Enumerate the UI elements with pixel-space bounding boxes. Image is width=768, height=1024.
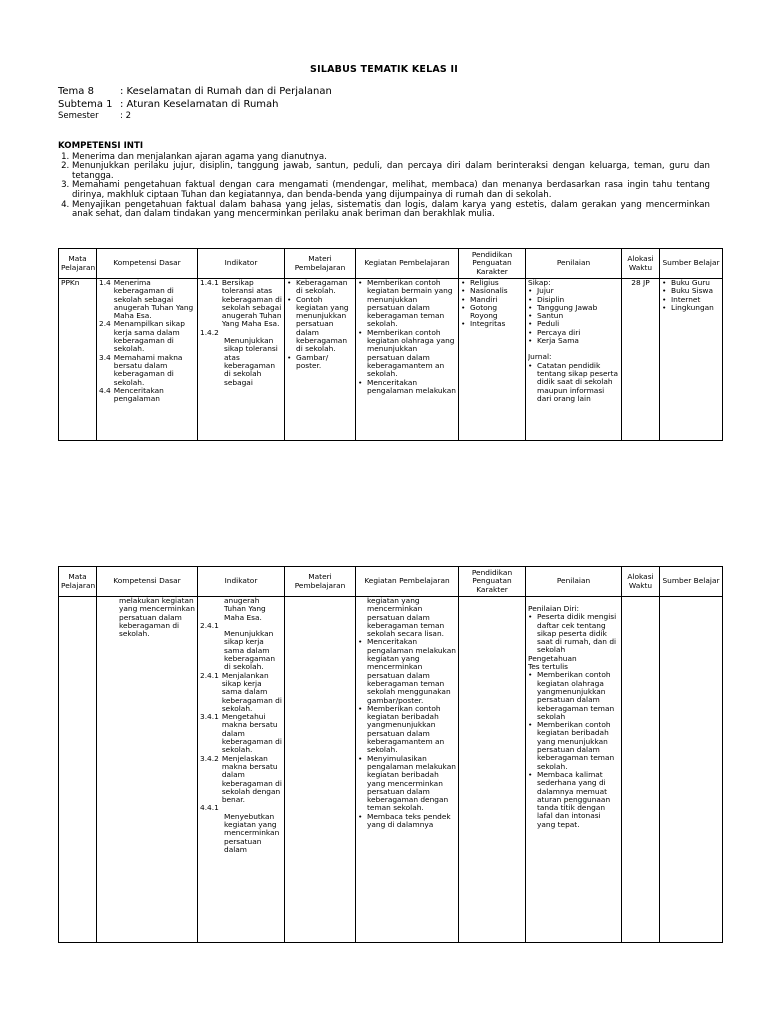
indikator-item-text: Menjalankan sikap kerja sama dalam keberagaman di sekolah. bbox=[221, 670, 282, 713]
bullet-icon: • bbox=[461, 294, 466, 304]
materi-item-text: Keberagaman di sekolah. bbox=[296, 279, 348, 296]
indikator-item-text: Menjelaskan makna bersatu dalam keberagaman di sekolah dengan benar. bbox=[221, 753, 282, 805]
indikator-item bbox=[200, 630, 282, 671]
kegiatan-continued: kegiatan yang mencerminkan persatuan dalam keberagaman teman sekolah secara lisan. bbox=[367, 597, 445, 639]
cell-kd: melakukan kegiatan yang mencerminkan persatuan dalam keberagaman di sekolah. bbox=[97, 597, 198, 943]
col-mata-pelajaran: Mata Pelajaran bbox=[59, 567, 97, 597]
bullet-icon: • bbox=[358, 703, 363, 713]
cell-kegiatan bbox=[356, 597, 459, 943]
kegiatan-item bbox=[358, 755, 456, 813]
penilaian-diri-heading: Penilaian Diri: bbox=[528, 604, 580, 613]
bullet-icon: • bbox=[528, 360, 533, 370]
ppk-item-text: Nasionalis bbox=[470, 286, 508, 296]
meta-tema-label: Tema 8 bbox=[58, 86, 94, 97]
indikator-item bbox=[200, 755, 282, 805]
indikator-item bbox=[200, 337, 282, 387]
ppk-item bbox=[461, 320, 523, 328]
kegiatan-item-text: Memberikan contoh kegiatan bermain yang menunjukkan persatuan dalam keberagaman teman sekolah. bbox=[367, 279, 453, 329]
indikator-item-text: Mengetahui makna bersatu dalam keberagaman di sekolah. bbox=[221, 712, 282, 755]
kd-item bbox=[99, 387, 195, 404]
indikator-item-number: 3.4.2 bbox=[200, 753, 219, 763]
ki-item: 3. Memahami pengetahuan faktual dengan cara mengamati (mendengar, melihat, membaca) dan menanya berdasarkan rasa ingin tahu tentang dirinya, makhluk ciptaan Tuhan dan kegiatannya, dan benda-benda yang dijumpainya di rumah dan di sekolah. bbox=[72, 181, 710, 200]
kegiatan-item-text: Memberikan contoh kegiatan olahraga yang menunjukkan persatuan dalam keberagamantem an sekolah. bbox=[367, 327, 455, 379]
indikator-item-number: 2.4.1 bbox=[200, 670, 219, 680]
kompetensi-inti bbox=[58, 142, 710, 220]
cell-sumber bbox=[660, 597, 723, 943]
sumber-item-text: Lingkungan bbox=[671, 302, 714, 312]
kd-item bbox=[99, 354, 195, 387]
tes-item-text: Memberikan contoh kegiatan olahraga yangmenunjukkan persatuan dalam keberagaman teman sekolah bbox=[537, 670, 615, 721]
kompetensi-inti-list bbox=[58, 153, 710, 220]
kegiatan-item bbox=[358, 279, 456, 329]
cell-alokasi bbox=[622, 597, 660, 943]
cell-ppk bbox=[459, 279, 526, 441]
col-indikator: Indikator bbox=[198, 249, 285, 279]
meta-tema-value: : Keselamatan di Rumah dan di Perjalanan bbox=[120, 86, 332, 97]
bullet-icon: • bbox=[662, 302, 667, 312]
cell-mapel: PPKn bbox=[59, 279, 97, 441]
indikator-item-text: Menunjukkan sikap kerja sama dalam keberagaman di sekolah. bbox=[224, 629, 276, 672]
meta-subtema-value: : Aturan Keselamatan di Rumah bbox=[120, 99, 279, 110]
bullet-icon: • bbox=[662, 286, 667, 296]
penilaian-jurnal-item bbox=[528, 362, 619, 403]
materi-item bbox=[287, 279, 353, 296]
pengetahuan-heading: Pengetahuan bbox=[528, 653, 577, 663]
kegiatan-item-text: Menyimulasikan pengalaman melakukan kegiatan beribadah yang mencerminkan persatuan dalam keberagaman dengan teman sekolah. bbox=[367, 753, 456, 813]
penilaian-sikap-heading: Sikap: bbox=[528, 279, 551, 287]
bullet-icon: • bbox=[528, 670, 533, 680]
penilaian-jurnal-heading: Jurnal: bbox=[528, 352, 552, 362]
indikator-item-text: anugerah Tuhan Yang Maha Esa. bbox=[224, 597, 266, 622]
col-ppk: Pendidikan Penguatan Karakter bbox=[459, 249, 526, 279]
tes-item bbox=[528, 771, 619, 829]
sumber-item-text: Buku Siswa bbox=[671, 286, 714, 296]
kegiatan-item bbox=[358, 638, 456, 704]
col-sumber: Sumber Belajar bbox=[660, 567, 723, 597]
bullet-icon: • bbox=[358, 637, 363, 647]
materi-item-text: Contoh kegiatan yang menunjukkan persatuan dalam keberagaman di sekolah. bbox=[296, 294, 349, 354]
meta-tema bbox=[58, 86, 332, 97]
bullet-icon: • bbox=[528, 720, 533, 730]
kd-item-text: Memahami makna bersatu dalam keberagaman di sekolah. bbox=[113, 352, 183, 387]
syllabus-table-1 bbox=[58, 248, 723, 441]
indikator-item-number: 4.4.1 bbox=[200, 803, 219, 813]
col-materi: Materi Pembelajaran bbox=[285, 567, 356, 597]
ki-item: 1. Menerima dan menjalankan ajaran agama yang dianutnya. bbox=[72, 153, 710, 163]
table-header-row bbox=[59, 249, 723, 279]
indikator-item bbox=[200, 813, 282, 854]
ppk-item-text: Religius bbox=[470, 279, 499, 287]
kd-item-number: 4.4 bbox=[99, 385, 111, 395]
cell-materi bbox=[285, 279, 356, 441]
kegiatan-item-text: Menceritakan pengalaman melakukan bbox=[367, 377, 456, 395]
tes-tertulis-heading: Tes tertulis bbox=[528, 662, 569, 672]
kegiatan-item bbox=[358, 813, 456, 830]
cell-kd bbox=[97, 279, 198, 441]
ppk-item-text: Mandiri bbox=[470, 294, 498, 304]
table-header-row bbox=[59, 567, 723, 597]
kd-item-number: 2.4 bbox=[99, 319, 111, 329]
bullet-icon: • bbox=[461, 319, 466, 329]
bullet-icon: • bbox=[461, 286, 466, 296]
materi-item bbox=[287, 354, 353, 371]
col-sumber: Sumber Belajar bbox=[660, 249, 723, 279]
col-alokasi: Alokasi Waktu bbox=[622, 567, 660, 597]
bullet-icon: • bbox=[528, 294, 533, 304]
kegiatan-item-text: Memberikan contoh kegiatan beribadah yangmenunjukkan persatuan dalam keberagamantem an sekolah. bbox=[367, 703, 445, 755]
tes-item-text: Membaca kalimat sederhana yang di dalamnya memuat aturan penggunaan tanda titik dengan lafal dan intonasi yang tepat. bbox=[537, 769, 611, 829]
tes-item bbox=[528, 721, 619, 771]
indikator-item bbox=[200, 672, 282, 713]
cell-mapel bbox=[59, 597, 97, 943]
kd-item-number: 1.4 bbox=[99, 279, 111, 287]
cell-ppk bbox=[459, 597, 526, 943]
penilaian-diri-item-text: Peserta didik mengisi daftar cek tentang sikap peserta didik saat di rumah, dan di sekolah bbox=[537, 612, 617, 655]
penilaian-sikap-item-text: Peduli bbox=[537, 319, 560, 329]
page-title: SILABUS TEMATIK KELAS II bbox=[310, 64, 458, 75]
bullet-icon: • bbox=[662, 294, 667, 304]
penilaian-diri-item bbox=[528, 613, 619, 654]
indikator-item-text: Bersikap toleransi atas keberagaman di sekolah sebagai anugerah Tuhan Yang Maha Esa. bbox=[221, 279, 282, 329]
cell-materi bbox=[285, 597, 356, 943]
meta-semester-label: Semester bbox=[58, 111, 99, 121]
bullet-icon: • bbox=[528, 769, 533, 779]
ppk-item-text: Gotong Royong bbox=[470, 302, 498, 321]
kd-item bbox=[99, 320, 195, 353]
col-materi: Materi Pembelajaran bbox=[285, 249, 356, 279]
table-row bbox=[59, 279, 723, 441]
penilaian-sikap-item-text: Kerja Sama bbox=[537, 336, 579, 346]
kd-item-text: Menerima keberagaman di sekolah sebagai anugerah Tuhan Yang Maha Esa. bbox=[113, 279, 194, 321]
col-kompetensi-dasar: Kompetensi Dasar bbox=[97, 567, 198, 597]
meta-semester bbox=[58, 111, 131, 121]
kegiatan-item bbox=[358, 705, 456, 755]
kd-item-number: 3.4 bbox=[99, 352, 111, 362]
col-kompetensi-dasar: Kompetensi Dasar bbox=[97, 249, 198, 279]
cell-indikator bbox=[198, 279, 285, 441]
kd-item bbox=[99, 279, 195, 320]
tes-item-text: Memberikan contoh kegiatan beribadah yang menunjukkan persatuan dalam keberagaman teman sekolah. bbox=[537, 720, 615, 771]
kegiatan-item bbox=[358, 379, 456, 396]
kegiatan-item-text: Membaca teks pendek yang di dalamnya bbox=[367, 811, 451, 830]
sumber-item-text: Buku Guru bbox=[671, 279, 710, 287]
col-indikator: Indikator bbox=[198, 567, 285, 597]
bullet-icon: • bbox=[358, 279, 363, 287]
col-alokasi: Alokasi Waktu bbox=[622, 249, 660, 279]
bullet-icon: • bbox=[528, 336, 533, 346]
bullet-icon: • bbox=[528, 612, 533, 622]
materi-item-text: Gambar/ poster. bbox=[296, 352, 329, 370]
penilaian-jurnal-item-text: Catatan pendidik tentang sikap peserta didik saat di sekolah maupun informasi dari orang lain bbox=[537, 360, 619, 403]
cell-kegiatan bbox=[356, 279, 459, 441]
ki-item: 2. Menunjukkan perilaku jujur, disiplin, tanggung jawab, santun, peduli, dan percaya diri dalam berinteraksi dengan keluarga, teman, guru dan tetangga. bbox=[72, 162, 710, 181]
ki-item: 4. Menyajikan pengetahuan faktual dalam bahasa yang jelas, sistematis dan logis, dalam karya yang estetis, dalam gerakan yang mencerminkan anak sehat, dan dalam tindakan yang mencerminkan perilaku anak beriman dan berakhlak mulia. bbox=[72, 201, 710, 220]
bullet-icon: • bbox=[358, 753, 363, 763]
col-mata-pelajaran: Mata Pelajaran bbox=[59, 249, 97, 279]
bullet-icon: • bbox=[461, 279, 466, 287]
bullet-icon: • bbox=[528, 327, 533, 337]
penilaian-sikap-item bbox=[528, 337, 619, 345]
bullet-icon: • bbox=[358, 327, 363, 337]
ppk-item bbox=[461, 304, 523, 321]
bullet-icon: • bbox=[358, 811, 363, 821]
indikator-item-number: 1.4.2 bbox=[200, 327, 219, 337]
indikator-item-number: 2.4.1 bbox=[200, 620, 219, 630]
cell-sumber bbox=[660, 279, 723, 441]
bullet-icon: • bbox=[358, 377, 363, 387]
tes-item bbox=[528, 671, 619, 721]
meta-subtema bbox=[58, 99, 279, 110]
cell-indikator bbox=[198, 597, 285, 943]
table-row bbox=[59, 597, 723, 943]
penilaian-sikap-item-text: Jujur bbox=[537, 286, 554, 296]
cell-penilaian bbox=[526, 597, 622, 943]
bullet-icon: • bbox=[528, 286, 533, 296]
kegiatan-item bbox=[358, 329, 456, 379]
meta-semester-value: : 2 bbox=[120, 111, 131, 121]
indikator-item bbox=[200, 597, 282, 622]
cell-alokasi: 28 JP bbox=[622, 279, 660, 441]
kd-item-text: Menceritakan pengalaman bbox=[113, 385, 164, 404]
bullet-icon: • bbox=[287, 352, 292, 362]
indikator-item bbox=[200, 279, 282, 329]
bullet-icon: • bbox=[528, 311, 533, 321]
penilaian-sikap-item-text: Disiplin bbox=[537, 294, 565, 304]
bullet-icon: • bbox=[461, 302, 466, 312]
col-kegiatan: Kegiatan Pembelajaran bbox=[356, 249, 459, 279]
ppk-item-text: Integritas bbox=[470, 319, 506, 329]
col-kegiatan: Kegiatan Pembelajaran bbox=[356, 567, 459, 597]
indikator-item-number: 3.4.1 bbox=[200, 712, 219, 722]
indikator-item-text: Menyebutkan kegiatan yang mencerminkan persatuan dalam bbox=[224, 811, 280, 854]
indikator-item bbox=[200, 713, 282, 754]
bullet-icon: • bbox=[528, 302, 533, 312]
bullet-icon: • bbox=[662, 279, 667, 287]
col-penilaian: Penilaian bbox=[526, 249, 622, 279]
col-penilaian: Penilaian bbox=[526, 567, 622, 597]
col-ppk: Pendidikan Penguatan Karakter bbox=[459, 567, 526, 597]
penilaian-sikap-item-text: Tanggung Jawab bbox=[537, 302, 598, 312]
meta-subtema-label: Subtema 1 bbox=[58, 99, 113, 110]
kompetensi-inti-heading: KOMPETENSI INTI bbox=[58, 141, 144, 151]
bullet-icon: • bbox=[287, 279, 292, 287]
penilaian-sikap-item-text: Percaya diri bbox=[537, 327, 581, 337]
kegiatan-item-text: Menceritakan pengalaman melakukan kegiatan yang mencerminkan persatuan dalam keberagaman teman sekolah menggunakan gambar/poster. bbox=[367, 637, 456, 705]
kd-item-text: Menampilkan sikap kerja sama dalam keberagaman di sekolah. bbox=[113, 319, 185, 354]
indikator-item-number: 1.4.1 bbox=[200, 279, 219, 287]
syllabus-table-2 bbox=[58, 566, 723, 943]
bullet-icon: • bbox=[287, 294, 292, 304]
indikator-item-text: Menunjukkan sikap toleransi atas keberagaman di sekolah sebagai bbox=[224, 336, 278, 387]
sumber-item bbox=[662, 304, 720, 312]
bullet-icon: • bbox=[528, 319, 533, 329]
materi-item bbox=[287, 296, 353, 354]
cell-penilaian bbox=[526, 279, 622, 441]
sumber-item-text: Internet bbox=[671, 294, 701, 304]
penilaian-sikap-item-text: Santun bbox=[537, 311, 564, 321]
